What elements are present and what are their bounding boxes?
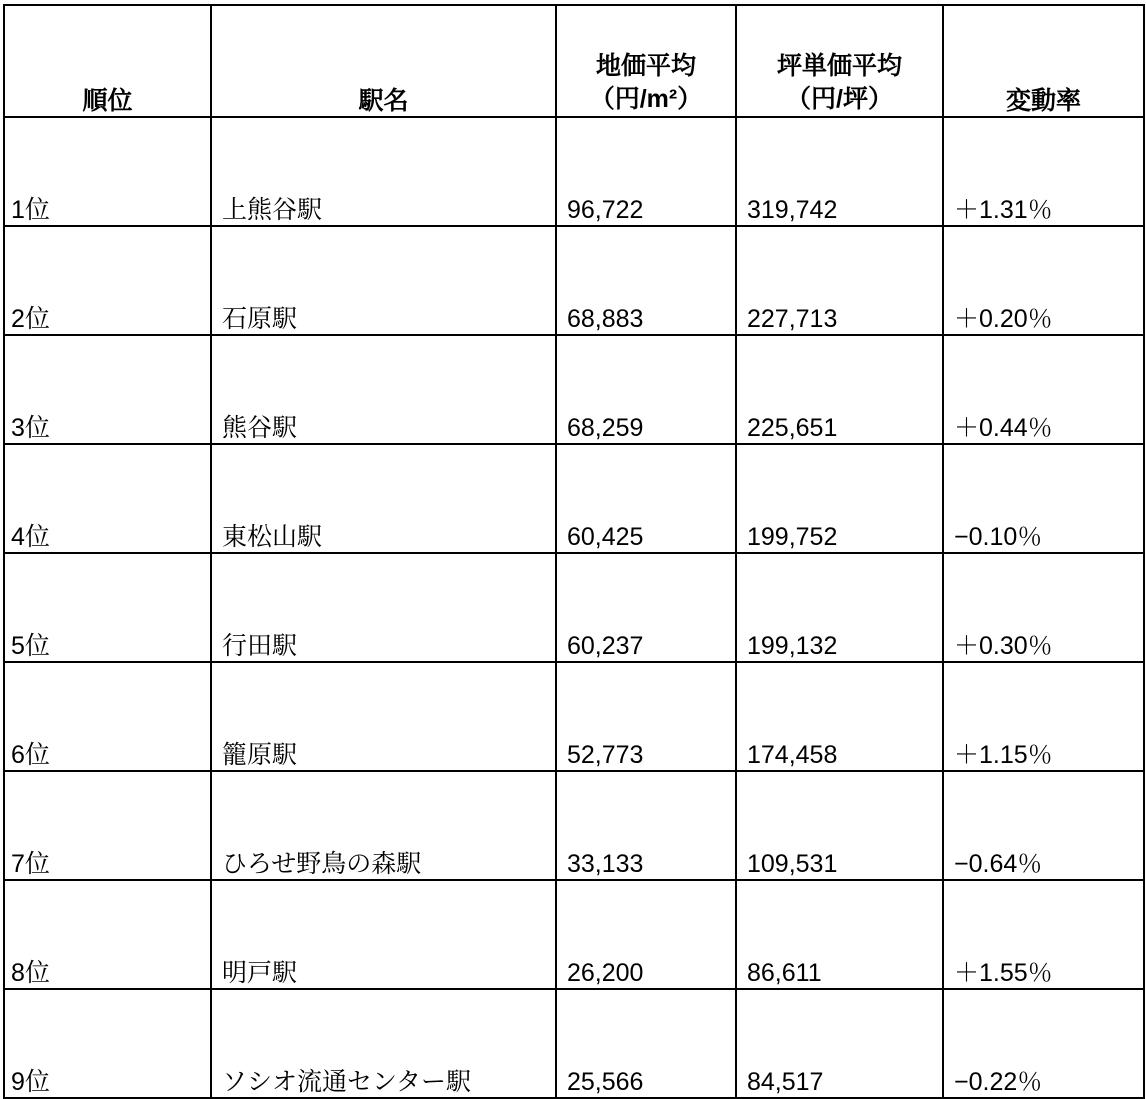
cell-land-price: 68,259	[556, 335, 736, 444]
column-header-land-price-line1: 地価平均	[595, 52, 696, 80]
table-header	[4, 5, 1144, 117]
cell-land-price: 52,773	[556, 662, 736, 771]
table-row	[4, 444, 1144, 553]
cell-land-price: 96,722	[556, 117, 736, 226]
table-row	[4, 553, 1144, 662]
cell-station: 行田駅	[211, 553, 556, 662]
cell-change-rate: ＋1.15％	[943, 662, 1144, 771]
column-header-station: 駅名	[211, 5, 556, 117]
cell-land-price: 60,425	[556, 444, 736, 553]
table-body	[4, 117, 1144, 1098]
cell-rank: 1位	[4, 117, 211, 226]
table-row	[4, 771, 1144, 880]
cell-station: 籠原駅	[211, 662, 556, 771]
table-row	[4, 335, 1144, 444]
cell-change-rate: −0.22％	[943, 989, 1144, 1098]
table-row	[4, 989, 1144, 1098]
cell-rank: 9位	[4, 989, 211, 1098]
cell-land-price: 33,133	[556, 771, 736, 880]
cell-land-price: 25,566	[556, 989, 736, 1098]
cell-tsubo-price: 227,713	[736, 226, 943, 335]
cell-land-price: 68,883	[556, 226, 736, 335]
column-header-land-price	[556, 5, 736, 117]
table-row	[4, 226, 1144, 335]
cell-tsubo-price: 109,531	[736, 771, 943, 880]
cell-rank: 8位	[4, 880, 211, 989]
cell-tsubo-price: 319,742	[736, 117, 943, 226]
cell-tsubo-price: 174,458	[736, 662, 943, 771]
cell-change-rate: ＋1.55％	[943, 880, 1144, 989]
column-header-rank: 順位	[4, 5, 211, 117]
column-header-tsubo-price-line1: 坪単価平均	[776, 52, 902, 80]
cell-tsubo-price: 199,132	[736, 553, 943, 662]
cell-change-rate: ＋0.20％	[943, 226, 1144, 335]
cell-tsubo-price: 84,517	[736, 989, 943, 1098]
cell-station: ソシオ流通センター駅	[211, 989, 556, 1098]
table-row	[4, 662, 1144, 771]
cell-tsubo-price: 225,651	[736, 335, 943, 444]
cell-rank: 2位	[4, 226, 211, 335]
cell-land-price: 26,200	[556, 880, 736, 989]
cell-change-rate: ＋1.31％	[943, 117, 1144, 226]
cell-change-rate: −0.10％	[943, 444, 1144, 553]
table-row	[4, 880, 1144, 989]
cell-rank: 7位	[4, 771, 211, 880]
column-header-land-price-line2: （円/m²）	[589, 85, 703, 113]
column-header-change-rate: 変動率	[943, 5, 1144, 117]
column-header-tsubo-price	[736, 5, 943, 117]
cell-change-rate: ＋0.44％	[943, 335, 1144, 444]
cell-station: ひろせ野鳥の森駅	[211, 771, 556, 880]
cell-rank: 6位	[4, 662, 211, 771]
cell-land-price: 60,237	[556, 553, 736, 662]
cell-station: 明戸駅	[211, 880, 556, 989]
table-row	[4, 117, 1144, 226]
column-header-tsubo-price-line2: （円/坪）	[786, 85, 893, 113]
cell-station: 石原駅	[211, 226, 556, 335]
cell-change-rate: ＋0.30％	[943, 553, 1144, 662]
cell-rank: 3位	[4, 335, 211, 444]
cell-station: 東松山駅	[211, 444, 556, 553]
table-header-row	[4, 5, 1144, 117]
land-price-ranking-table-container	[0, 4, 1146, 1099]
cell-station: 上熊谷駅	[211, 117, 556, 226]
cell-rank: 4位	[4, 444, 211, 553]
cell-tsubo-price: 199,752	[736, 444, 943, 553]
land-price-ranking-table	[3, 4, 1145, 1099]
cell-change-rate: −0.64％	[943, 771, 1144, 880]
cell-tsubo-price: 86,611	[736, 880, 943, 989]
cell-rank: 5位	[4, 553, 211, 662]
cell-station: 熊谷駅	[211, 335, 556, 444]
